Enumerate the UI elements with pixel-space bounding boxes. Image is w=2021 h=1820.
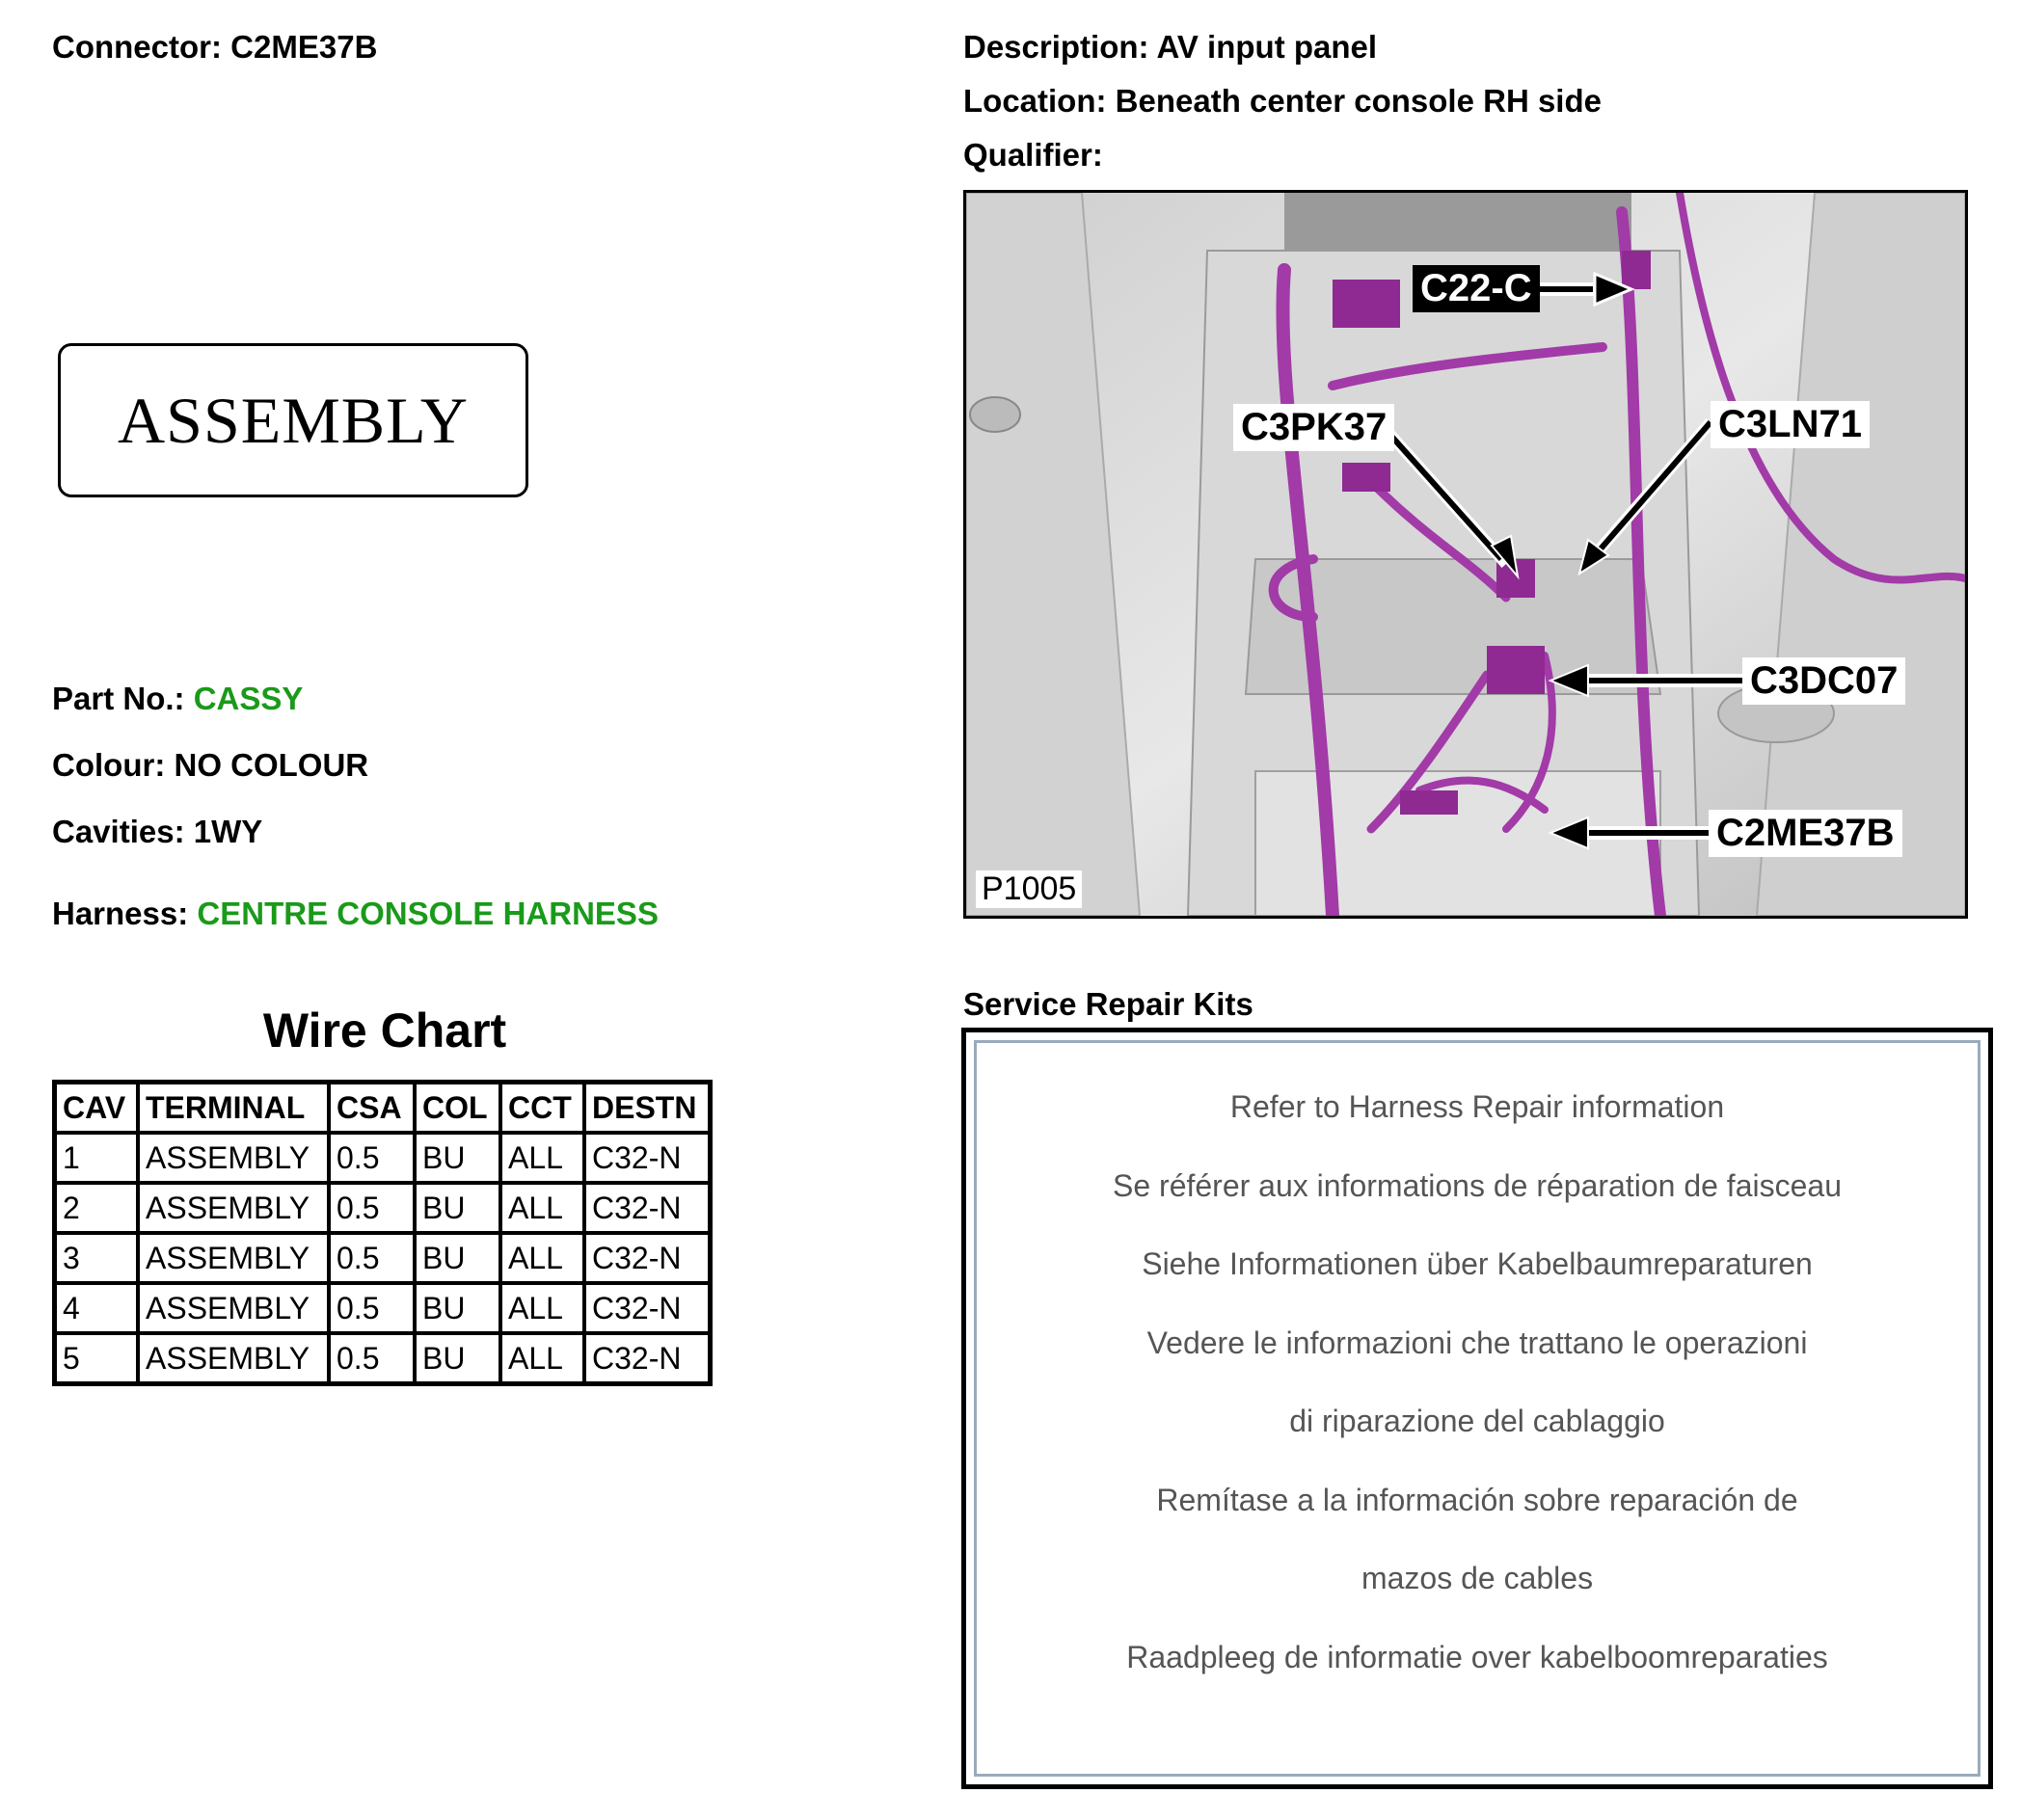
table-row [55,1333,711,1384]
connector-label: Connector: [52,29,222,65]
repair-line: Raadpleeg de informatie over kabelboomreparaties [1126,1639,1828,1674]
repair-line: Remítase a la información sobre reparación de [1156,1482,1798,1517]
location-photo [963,190,1968,919]
cell-cct: ALL [500,1183,584,1233]
callout-c3dc07: C3DC07 [1742,657,1905,705]
cavities-value: 1WY [193,814,263,849]
cell-col: BU [415,1333,500,1384]
cell-destn: C32-N [584,1183,711,1233]
table-row [55,1133,711,1183]
col-cav: CAV [55,1083,139,1134]
harness-value: CENTRE CONSOLE HARNESS [197,896,659,931]
cell-col: BU [415,1283,500,1333]
cell-cav: 5 [55,1333,139,1384]
photo-code: P1005 [976,870,1082,908]
repair-line: Siehe Informationen über Kabelbaumreparaturen [1142,1246,1813,1281]
repair-kits-title: Service Repair Kits [963,986,1253,1022]
colour-value: NO COLOUR [174,747,369,783]
cell-cav: 4 [55,1283,139,1333]
cell-cct: ALL [500,1233,584,1283]
description-label: Description: [963,29,1149,65]
cavities-label: Cavities: [52,814,185,849]
cell-csa: 0.5 [329,1233,415,1283]
repair-line: Refer to Harness Repair information [1229,1089,1725,1124]
table-row [55,1233,711,1283]
description-line [963,29,1377,66]
cell-terminal: ASSEMBLY [138,1283,329,1333]
cell-cav: 1 [55,1133,139,1183]
repair-line: mazos de cables [1361,1561,1594,1595]
part-label: Part No.: [52,681,185,716]
description-value: AV input panel [1156,29,1378,65]
cell-terminal: ASSEMBLY [138,1133,329,1183]
cavities-line [52,814,262,850]
location-line [963,83,1602,120]
cell-terminal: ASSEMBLY [138,1183,329,1233]
connector-value: C2ME37B [230,29,378,65]
callout-c3pk37: C3PK37 [1233,404,1394,451]
callout-c2me37b: C2ME37B [1709,810,1902,857]
location-value: Beneath center console RH side [1115,83,1602,119]
col-terminal: TERMINAL [138,1083,329,1134]
cell-cav: 3 [55,1233,139,1283]
table-row [55,1283,711,1333]
part-number-line [52,681,303,717]
cell-terminal: ASSEMBLY [138,1233,329,1283]
cell-csa: 0.5 [329,1283,415,1333]
assembly-image-box [58,343,528,497]
harness-line [52,896,659,932]
cell-destn: C32-N [584,1133,711,1183]
connector-line [52,29,377,66]
callout-c3ln71: C3LN71 [1711,401,1870,448]
cell-csa: 0.5 [329,1183,415,1233]
cell-terminal: ASSEMBLY [138,1333,329,1384]
cell-cct: ALL [500,1133,584,1183]
cell-csa: 0.5 [329,1133,415,1183]
cell-destn: C32-N [584,1283,711,1333]
cell-destn: C32-N [584,1333,711,1384]
cell-csa: 0.5 [329,1333,415,1384]
cell-cct: ALL [500,1333,584,1384]
assembly-text: ASSEMBLY [118,383,469,457]
cell-cav: 2 [55,1183,139,1233]
harness-label: Harness: [52,896,189,931]
table-row [55,1183,711,1233]
col-destn: DESTN [584,1083,711,1134]
repair-kits-box [961,1028,1993,1789]
part-value: CASSY [193,681,304,716]
col-csa: CSA [329,1083,415,1134]
colour-line [52,747,368,784]
cell-col: BU [415,1233,500,1283]
callout-c22-c: C22-C [1413,265,1540,312]
location-label: Location: [963,83,1107,119]
cell-col: BU [415,1183,500,1233]
col-cct: CCT [500,1083,584,1134]
cell-destn: C32-N [584,1233,711,1283]
repair-line: Se référer aux informations de réparation de faisceau [1113,1167,1842,1203]
wire-chart-table [52,1080,713,1386]
wire-chart-header-row [55,1083,711,1134]
repair-line: di riparazione del cablaggio [1289,1404,1665,1438]
repair-line: Vedere le informazioni che trattano le operazioni [1146,1325,1808,1360]
col-col: COL [415,1083,500,1134]
wire-chart-title: Wire Chart [262,1004,507,1057]
cell-col: BU [415,1133,500,1183]
colour-label: Colour: [52,747,166,783]
qualifier-label: Qualifier: [963,137,1103,173]
cell-cct: ALL [500,1283,584,1333]
repair-kits-inner [974,1040,1981,1777]
